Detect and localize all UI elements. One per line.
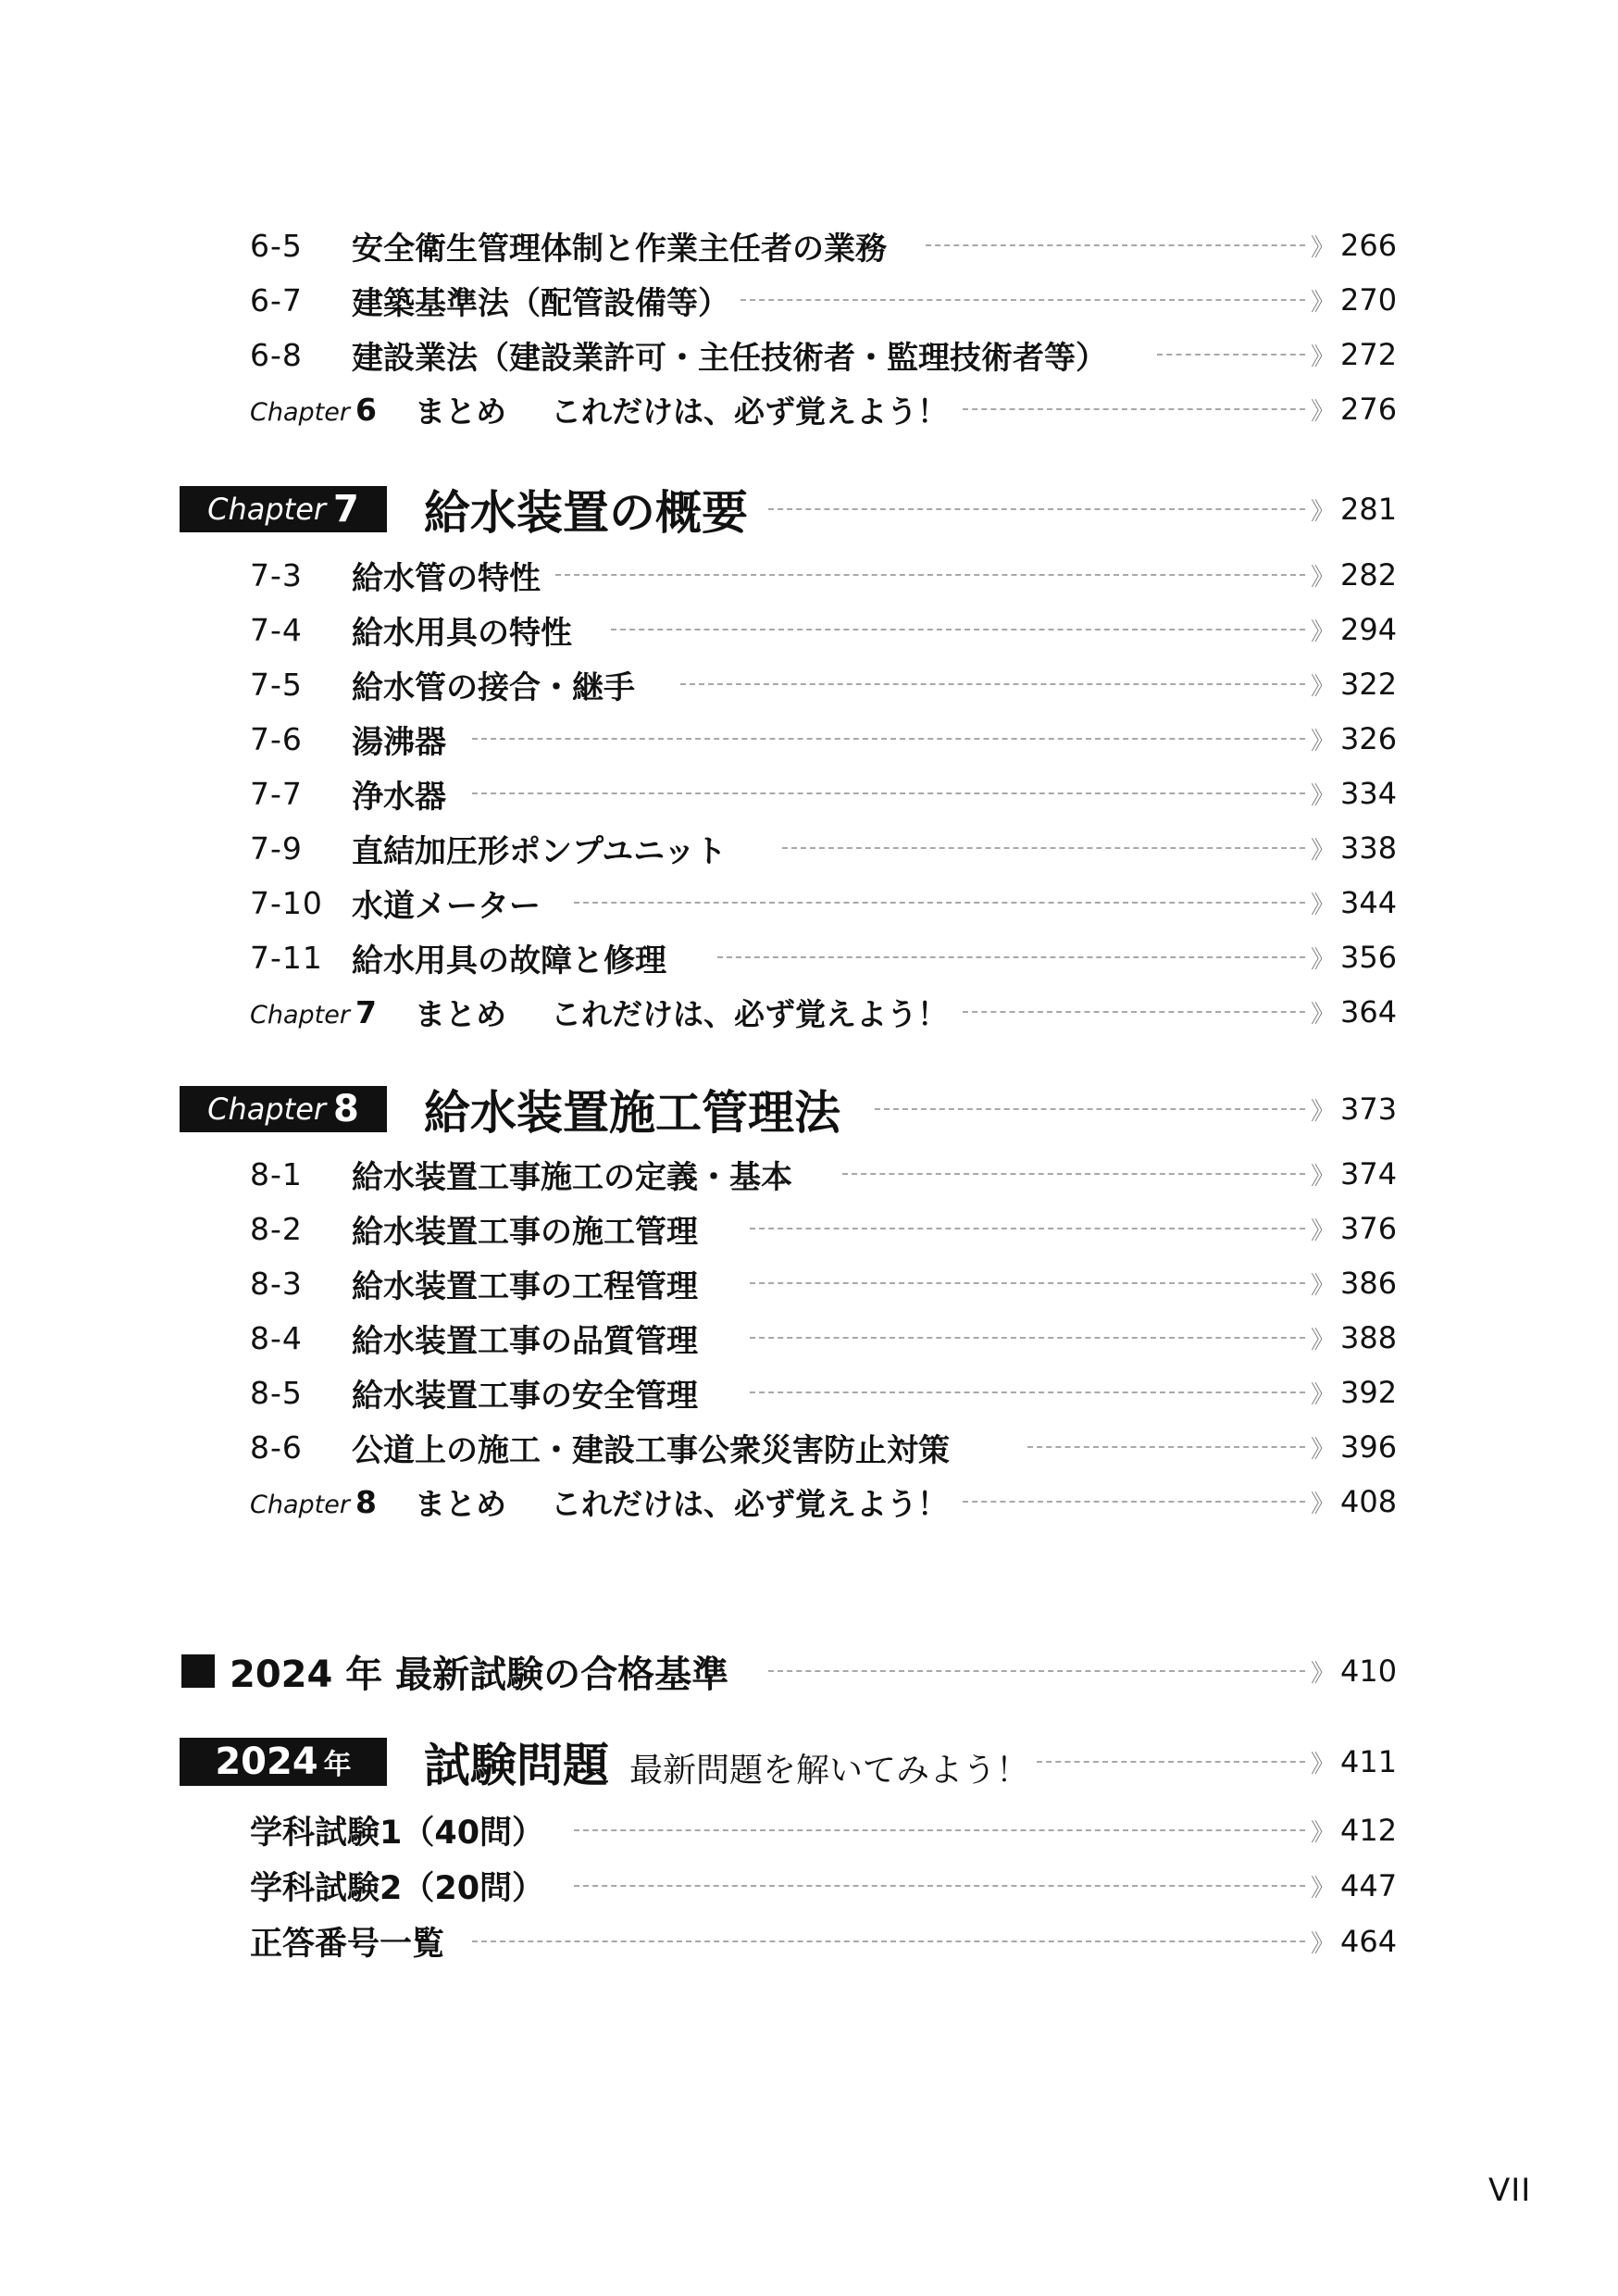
leader-dots — [768, 508, 1305, 510]
entry-title: 公道上の施工・建設工事公衆災害防止対策 — [352, 1425, 955, 1470]
entry-number: 8-3 — [250, 1265, 303, 1302]
leader-dots — [782, 847, 1305, 849]
toc-entry[interactable] — [0, 881, 1618, 924]
entry-number: 7-10 — [250, 884, 323, 921]
page-arrow-icon: 》 — [1311, 497, 1330, 526]
summary-page: 408 — [1340, 1484, 1398, 1519]
passing-standard-entry[interactable] — [0, 1645, 1618, 1697]
toc-entry[interactable] — [0, 608, 1618, 651]
entry-number: 8-4 — [250, 1319, 303, 1356]
leader-dots — [963, 408, 1305, 410]
page-arrow-icon: 》 — [1311, 1750, 1330, 1778]
chapter-summary-label: Chapter 7 — [250, 993, 377, 1030]
entry-page: 376 — [1340, 1211, 1398, 1246]
entry-title: 水道メーター — [352, 880, 546, 926]
chapter-heading[interactable] — [0, 1081, 1618, 1140]
page-arrow-icon: 》 — [1311, 397, 1330, 426]
entry-title: 給水装置工事の安全管理 — [352, 1370, 703, 1416]
passing-standard-title: 2024 年 最新試験の合格基準 — [230, 1645, 738, 1698]
exam-item[interactable] — [0, 1865, 1618, 1907]
exam-heading[interactable] — [0, 1733, 1618, 1791]
chapter-badge: Chapter 8 — [180, 1086, 387, 1132]
page-folio: VII — [1488, 2172, 1532, 2209]
entry-page: 322 — [1340, 667, 1398, 702]
toc-entry[interactable] — [0, 1207, 1618, 1250]
leader-dots — [717, 956, 1305, 958]
square-bullet-icon — [181, 1654, 215, 1688]
entry-number: 8-5 — [250, 1374, 303, 1411]
leader-dots — [750, 1228, 1305, 1229]
page-arrow-icon: 》 — [1311, 727, 1330, 755]
chapter-summary-label: Chapter 6 — [250, 391, 377, 428]
chapter-summary[interactable] — [0, 1480, 1618, 1523]
summary-title: まとめ これだけは、必ず覚えよう！ — [415, 991, 953, 1034]
page-arrow-icon: 》 — [1311, 1929, 1330, 1958]
exam-title: 試験問題 最新問題を解いてみよう！ — [424, 1728, 1037, 1795]
entry-title: 建築基準法（配管設備等） — [352, 278, 735, 323]
chapter-page: 281 — [1340, 492, 1398, 527]
leader-dots — [1037, 1761, 1305, 1763]
entry-page: 272 — [1340, 337, 1398, 372]
entry-number: 7-6 — [250, 720, 303, 757]
exam-item-page: 464 — [1340, 1924, 1398, 1959]
exam-item[interactable] — [0, 1920, 1618, 1963]
entry-number: 6-7 — [250, 281, 303, 318]
leader-dots — [1157, 354, 1305, 356]
toc-entry[interactable] — [0, 1316, 1618, 1359]
entry-page: 266 — [1340, 228, 1398, 263]
page-arrow-icon: 》 — [1311, 781, 1330, 810]
entry-page: 282 — [1340, 557, 1398, 593]
leader-dots — [750, 1391, 1305, 1393]
toc-entry[interactable] — [0, 554, 1618, 596]
leader-dots — [768, 1670, 1305, 1672]
entry-title: 安全衛生管理体制と作業主任者の業務 — [352, 223, 892, 268]
leader-dots — [875, 1108, 1305, 1110]
leader-dots — [926, 244, 1305, 246]
entry-title: 建設業法（建設業許可・主任技術者・監理技術者等） — [352, 332, 1113, 378]
toc-entry[interactable] — [0, 333, 1618, 376]
chapter-summary-label: Chapter 8 — [250, 1483, 377, 1520]
toc-entry[interactable] — [0, 827, 1618, 869]
leader-dots — [574, 1885, 1305, 1887]
leader-dots — [963, 1011, 1305, 1013]
leader-dots — [750, 1337, 1305, 1339]
leader-dots — [472, 738, 1305, 740]
entry-page: 326 — [1340, 721, 1398, 756]
exam-item-page: 447 — [1340, 1868, 1398, 1903]
leader-dots — [1027, 1446, 1305, 1448]
toc-entry[interactable] — [0, 279, 1618, 321]
entry-title: 給水装置工事施工の定義・基本 — [352, 1152, 798, 1197]
entry-title: 浄水器 — [352, 771, 452, 817]
entry-number: 7-9 — [250, 830, 303, 867]
entry-title: 給水装置工事の工程管理 — [352, 1261, 703, 1306]
toc-entry[interactable] — [0, 936, 1618, 979]
chapter-page: 373 — [1340, 1092, 1398, 1127]
leader-dots — [472, 792, 1305, 794]
leader-dots — [574, 902, 1305, 904]
entry-number: 7-7 — [250, 775, 303, 812]
entry-number: 7-4 — [250, 611, 303, 648]
entry-page: 338 — [1340, 830, 1398, 866]
entry-title: 直結加圧形ポンプユニット — [352, 826, 732, 871]
toc-entry[interactable] — [0, 718, 1618, 760]
entry-page: 392 — [1340, 1375, 1398, 1410]
chapter-badge: Chapter 7 — [180, 486, 387, 532]
entry-page: 294 — [1340, 612, 1398, 647]
chapter-summary[interactable] — [0, 388, 1618, 430]
chapter-title: 給水装置施工管理法 — [424, 1076, 850, 1142]
entry-number: 7-3 — [250, 556, 303, 593]
entry-page: 386 — [1340, 1266, 1398, 1301]
entry-number: 8-6 — [250, 1429, 303, 1466]
passing-standard-page: 410 — [1340, 1653, 1398, 1689]
leader-dots — [611, 629, 1305, 630]
toc-entry[interactable] — [0, 772, 1618, 815]
entry-number: 8-1 — [250, 1155, 303, 1192]
leader-dots — [472, 1940, 1305, 1942]
page-arrow-icon: 》 — [1311, 1380, 1330, 1409]
toc-entry[interactable] — [0, 1153, 1618, 1195]
page-arrow-icon: 》 — [1311, 1874, 1330, 1903]
exam-page: 411 — [1340, 1744, 1398, 1779]
leader-dots — [842, 1173, 1305, 1175]
page-arrow-icon: 》 — [1311, 563, 1330, 592]
page-arrow-icon: 》 — [1311, 891, 1330, 919]
leader-dots — [574, 1829, 1305, 1831]
page-arrow-icon: 》 — [1311, 945, 1330, 974]
page-arrow-icon: 》 — [1311, 343, 1330, 371]
entry-title: 給水管の接合・継手 — [352, 662, 641, 707]
summary-page: 364 — [1340, 994, 1398, 1029]
toc-entry[interactable] — [0, 1426, 1618, 1468]
toc-entry[interactable] — [0, 1371, 1618, 1414]
exam-item-title: 正答番号一覧 — [250, 1918, 450, 1965]
page-arrow-icon: 》 — [1311, 1217, 1330, 1245]
page-arrow-icon: 》 — [1311, 233, 1330, 262]
page-arrow-icon: 》 — [1311, 672, 1330, 701]
page-arrow-icon: 》 — [1311, 1435, 1330, 1464]
leader-dots — [741, 299, 1305, 301]
chapter-title: 給水装置の概要 — [424, 476, 757, 543]
page-arrow-icon: 》 — [1311, 1490, 1330, 1518]
entry-page: 396 — [1340, 1429, 1398, 1465]
entry-title: 給水用具の特性 — [352, 607, 578, 653]
exam-item[interactable] — [0, 1809, 1618, 1852]
entry-page: 334 — [1340, 776, 1398, 811]
entry-title: 給水用具の故障と修理 — [352, 935, 672, 980]
toc-entry[interactable] — [0, 1262, 1618, 1304]
page-arrow-icon: 》 — [1311, 1818, 1330, 1847]
toc-entry[interactable] — [0, 224, 1618, 267]
year-badge: 2024 年 — [180, 1738, 387, 1786]
entry-page: 374 — [1340, 1156, 1398, 1192]
entry-number: 7-11 — [250, 939, 323, 976]
entry-number: 7-5 — [250, 666, 303, 703]
entry-title: 湯沸器 — [352, 717, 452, 762]
page-arrow-icon: 》 — [1311, 1271, 1330, 1300]
entry-title: 給水装置工事の品質管理 — [352, 1316, 703, 1361]
entry-page: 344 — [1340, 885, 1398, 920]
summary-title: まとめ これだけは、必ず覚えよう！ — [415, 1480, 953, 1524]
chapter-summary[interactable] — [0, 991, 1618, 1033]
page-arrow-icon: 》 — [1311, 1000, 1330, 1029]
summary-page: 276 — [1340, 392, 1398, 427]
exam-item-title: 学科試験1（40問） — [250, 1807, 550, 1853]
leader-dots — [750, 1282, 1305, 1284]
leader-dots — [963, 1501, 1305, 1503]
entry-number: 6-5 — [250, 227, 303, 264]
page-arrow-icon: 》 — [1311, 1162, 1330, 1191]
page-arrow-icon: 》 — [1311, 618, 1330, 646]
entry-page: 270 — [1340, 282, 1398, 318]
page-arrow-icon: 》 — [1311, 1659, 1330, 1688]
page-arrow-icon: 》 — [1311, 1097, 1330, 1126]
summary-title: まとめ これだけは、必ず覚えよう！ — [415, 388, 953, 431]
page-arrow-icon: 》 — [1311, 1326, 1330, 1354]
entry-title: 給水管の特性 — [352, 553, 546, 598]
chapter-heading[interactable] — [0, 481, 1618, 540]
toc-entry[interactable] — [0, 663, 1618, 705]
entry-page: 356 — [1340, 940, 1398, 975]
page-arrow-icon: 》 — [1311, 836, 1330, 865]
leader-dots — [680, 683, 1305, 685]
entry-page: 388 — [1340, 1320, 1398, 1355]
exam-item-title: 学科試験2（20問） — [250, 1863, 550, 1909]
page-arrow-icon: 》 — [1311, 288, 1330, 317]
exam-item-page: 412 — [1340, 1813, 1398, 1848]
leader-dots — [555, 574, 1305, 576]
entry-title: 給水装置工事の施工管理 — [352, 1206, 703, 1252]
entry-number: 8-2 — [250, 1210, 303, 1247]
entry-number: 6-8 — [250, 336, 303, 373]
